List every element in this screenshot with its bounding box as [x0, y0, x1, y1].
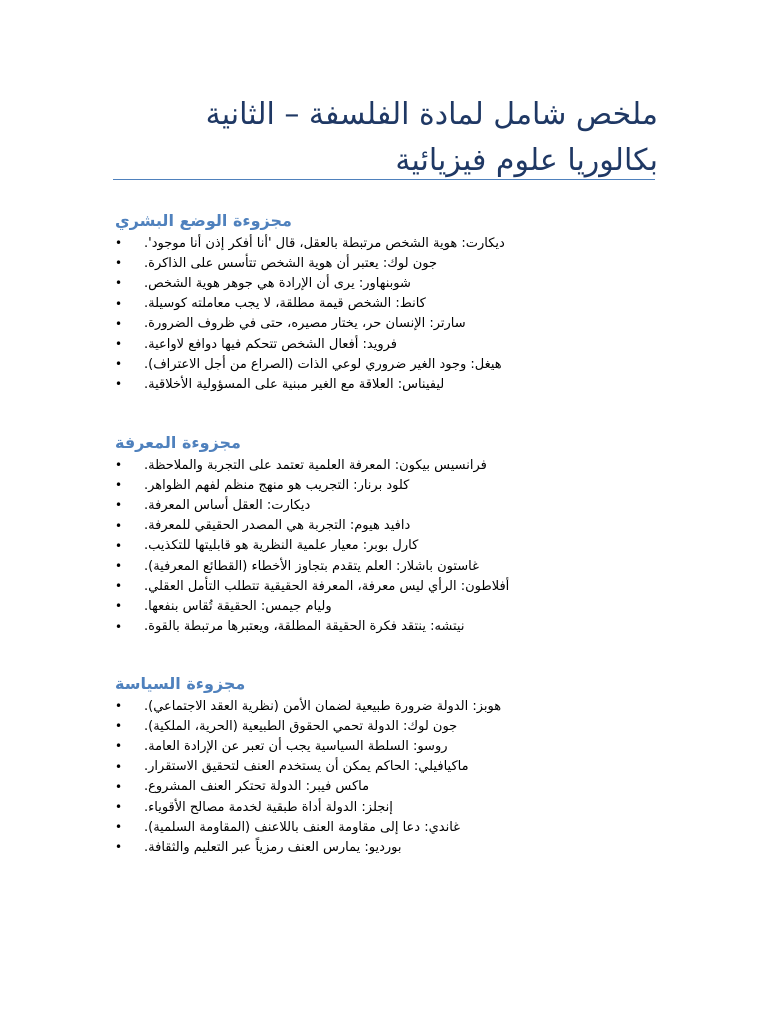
list-item — [113, 617, 658, 637]
list-item-text: ليفيناس: العلاقة مع الغير مبنية على المسؤولية الأخلاقية. — [144, 376, 445, 392]
bullet-icon: • — [115, 478, 123, 493]
list-item-text: نيتشه: ينتقد فكرة الحقيقة المطلقة، ويعتبرها مرتبطة بالقوة. — [144, 619, 465, 635]
bullet-icon: • — [115, 599, 123, 614]
list-item — [113, 475, 658, 495]
bullet-icon: • — [115, 458, 123, 473]
section-politics — [113, 672, 658, 858]
list-item-text: بورديو: يمارس العنف رمزياً عبر التعليم والثقافة. — [144, 839, 402, 855]
list-item — [113, 696, 658, 716]
list-item — [113, 777, 658, 797]
list-item-text: جون لوك: الدولة تحمي الحقوق الطبيعية (الحرية، الملكية). — [144, 718, 458, 734]
list-item — [113, 253, 658, 273]
list-item-text: هيغل: وجود الغير ضروري لوعي الذات (الصراع من أجل الاعتراف). — [144, 356, 502, 372]
list-item-text: غاندي: دعا إلى مقاومة العنف باللاعنف (المقاومة السلمية). — [144, 819, 460, 835]
list-item-text: إنجلز: الدولة أداة طبقية لخدمة مصالح الأقوياء. — [144, 799, 393, 815]
title-underline-rule — [113, 179, 655, 180]
list-item-text: ديكارت: العقل أساس المعرفة. — [144, 497, 311, 513]
list-item — [113, 495, 658, 515]
list-item-text: سارتر: الإنسان حر، يختار مصيره، حتى في ظروف الضرورة. — [144, 316, 466, 332]
bullet-icon: • — [115, 779, 123, 794]
section-human-condition — [113, 209, 658, 395]
bullet-icon: • — [115, 739, 123, 754]
bullet-icon: • — [115, 518, 123, 533]
bullet-icon: • — [115, 276, 123, 291]
section-item-list — [113, 455, 658, 637]
list-item — [113, 294, 658, 314]
list-item — [113, 273, 658, 293]
bullet-icon: • — [115, 559, 123, 574]
list-item — [113, 817, 658, 837]
bullet-icon: • — [115, 719, 123, 734]
list-item-text: كلود برنار: التجريب هو منهج منظم لفهم الظواهر. — [144, 477, 410, 493]
section-item-list — [113, 696, 658, 858]
list-item — [113, 233, 658, 253]
list-item-text: جون لوك: يعتبر أن هوية الشخص تتأسس على الذاكرة. — [144, 255, 438, 271]
section-heading-text: مجزوءة المعرفة — [115, 432, 241, 452]
bullet-icon: • — [115, 337, 123, 352]
bullet-icon: • — [115, 316, 123, 331]
list-item-text: روسو: السلطة السياسية يجب أن تعبر عن الإرادة العامة. — [144, 738, 448, 754]
list-item — [113, 797, 658, 817]
title-text: ملخص شامل لمادة الفلسفة – الثانية بكالوريا علوم فيزيائية — [205, 97, 658, 178]
list-item-text: كانط: الشخص قيمة مطلقة، لا يجب معاملته كوسيلة. — [144, 296, 426, 312]
document-title — [113, 92, 658, 187]
section-heading-text: مجزوءة الوضع البشري — [115, 210, 292, 230]
list-item — [113, 455, 658, 475]
list-item-text: كارل بوبر: معيار علمية النظرية هو قابليتها للتكذيب. — [144, 538, 419, 554]
list-item — [113, 314, 658, 334]
list-item — [113, 596, 658, 616]
bullet-icon: • — [115, 699, 123, 714]
bullet-icon: • — [115, 619, 123, 634]
list-item — [113, 736, 658, 756]
list-item-text: أفلاطون: الرأي ليس معرفة، المعرفة الحقيقية تتطلب التأمل العقلي. — [144, 578, 510, 594]
bullet-icon: • — [115, 296, 123, 311]
list-item — [113, 354, 658, 374]
list-item-text: ديكارت: هوية الشخص مرتبطة بالعقل، قال 'أنا أفكر إذن أنا موجود'. — [144, 235, 505, 251]
bullet-icon: • — [115, 840, 123, 855]
list-item — [113, 716, 658, 736]
list-item — [113, 334, 658, 354]
list-item-text: هوبز: الدولة ضرورة طبيعية لضمان الأمن (نظرية العقد الاجتماعي). — [144, 698, 502, 714]
list-item-text: فرانسيس بيكون: المعرفة العلمية تعتمد على التجربة والملاحظة. — [144, 457, 487, 473]
list-item-text: شوبنهاور: يرى أن الإرادة هي جوهر هوية الشخص. — [144, 275, 411, 291]
bullet-icon: • — [115, 377, 123, 392]
list-item — [113, 837, 658, 857]
bullet-icon: • — [115, 498, 123, 513]
list-item-text: ماكيافيلي: الحاكم يمكن أن يستخدم العنف لتحقيق الاستقرار. — [144, 759, 469, 775]
bullet-icon: • — [115, 579, 123, 594]
list-item — [113, 576, 658, 596]
section-heading — [113, 431, 658, 453]
bullet-icon: • — [115, 759, 123, 774]
bullet-icon: • — [115, 256, 123, 271]
section-heading — [113, 672, 658, 694]
section-knowledge — [113, 431, 658, 637]
bullet-icon: • — [115, 820, 123, 835]
bullet-icon: • — [115, 800, 123, 815]
list-item — [113, 536, 658, 556]
list-item — [113, 556, 658, 576]
bullet-icon: • — [115, 357, 123, 372]
list-item — [113, 516, 658, 536]
list-item-text: غاستون باشلار: العلم يتقدم بتجاوز الأخطاء (القطائع المعرفية). — [144, 558, 479, 574]
section-item-list — [113, 233, 658, 395]
bullet-icon: • — [115, 538, 123, 553]
list-item-text: دافيد هيوم: التجربة هي المصدر الحقيقي للمعرفة. — [144, 518, 411, 534]
section-heading — [113, 209, 658, 231]
list-item-text: ماكس فيبر: الدولة تحتكر العنف المشروع. — [144, 779, 370, 795]
bullet-icon: • — [115, 236, 123, 251]
list-item — [113, 374, 658, 394]
section-heading-text: مجزوءة السياسة — [115, 673, 246, 693]
list-item — [113, 757, 658, 777]
list-item-text: فرويد: أفعال الشخص تتحكم فيها دوافع لاواعية. — [144, 336, 398, 352]
list-item-text: وليام جيمس: الحقيقة تُقاس بنفعها. — [144, 598, 332, 614]
